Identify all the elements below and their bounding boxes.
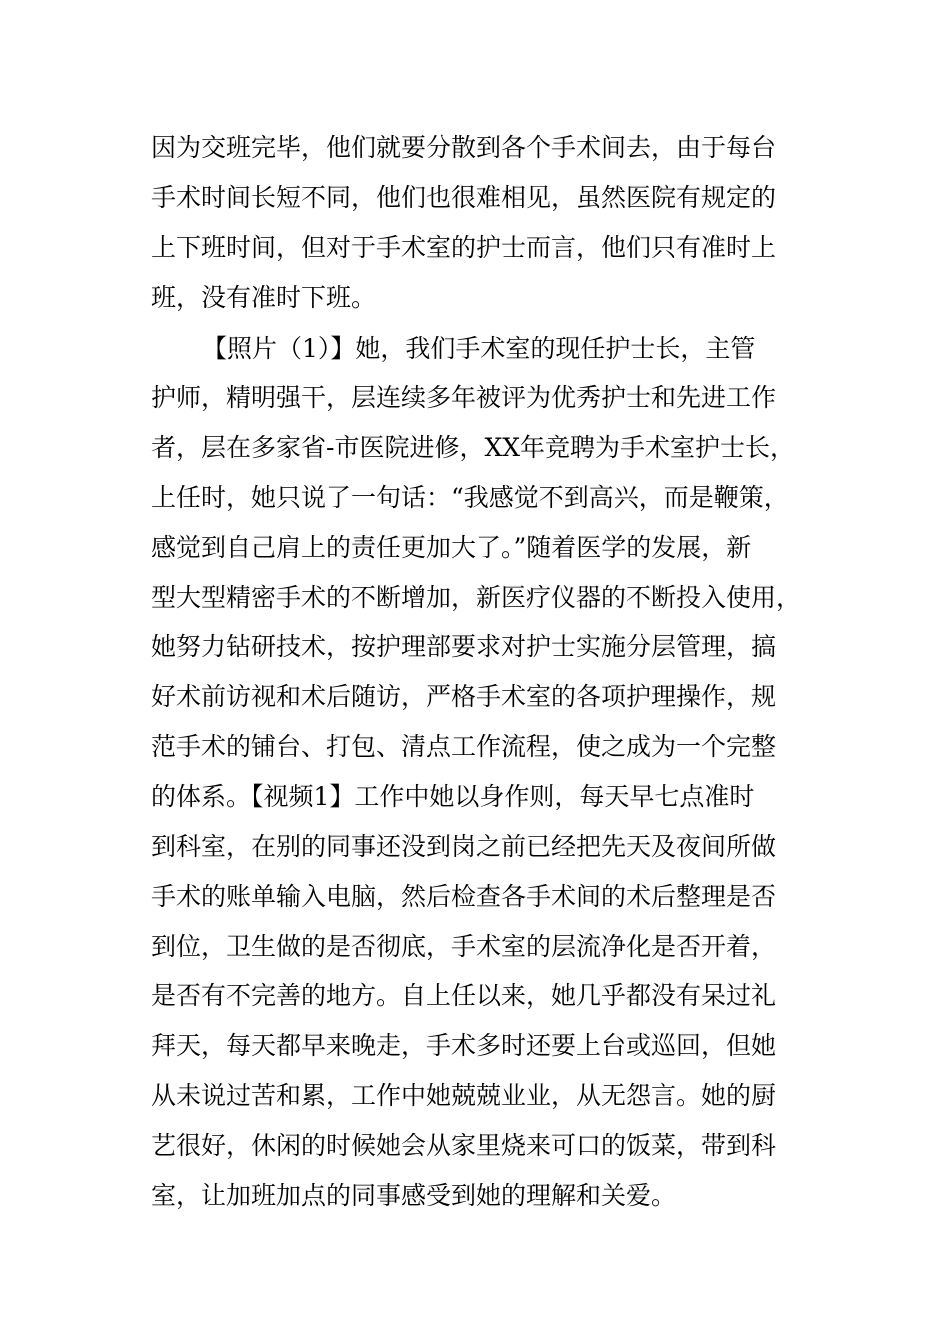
text-line: 从未说过苦和累，工作中她兢兢业业，从无怨言。她的厨 xyxy=(151,1081,777,1110)
text-line: 手术时间长短不同，他们也很难相见，虽然医院有规定的 xyxy=(151,183,777,212)
text-line: 手术的账单输入电脑，然后检查各手术间的术后整理是否 xyxy=(151,882,777,911)
text-line: 范手术的铺台、打包、清点工作流程，使之成为一个完整 xyxy=(151,732,777,761)
text-line: 到位，卫生做的是否彻底，手术室的层流净化是否开着， xyxy=(151,932,777,961)
text-line: 型大型精密手术的不断增加，新医疗仪器的不断投入使用， xyxy=(151,583,802,612)
text-line: 的体系。【视频1】工作中她以身作则，每天早七点准时 xyxy=(151,782,755,811)
text-line: 班，没有准时下班。 xyxy=(151,283,377,312)
text-line: 她努力钻研技术，按护理部要求对护士实施分层管理，搞 xyxy=(151,632,777,661)
text-line: 护师，精明强干，层连续多年被评为优秀护士和先进工作 xyxy=(151,383,777,412)
text-line: 好术前访视和术后随访，严格手术室的各项护理操作，规 xyxy=(151,682,777,711)
text-line: 感觉到自己肩上的责任更加大了。”随着医学的发展，新 xyxy=(151,533,752,562)
text-line: 【照片（1）】她，我们手术室的现任护士长，主管 xyxy=(202,334,756,363)
text-line: 拜天，每天都早来晚走，手术多时还要上台或巡回，但她 xyxy=(151,1031,777,1060)
text-line: 是否有不完善的地方。自上任以来，她几乎都没有呆过礼 xyxy=(151,981,777,1010)
text-line: 室，让加班加点的同事感受到她的理解和关爱。 xyxy=(151,1181,677,1210)
text-line: 艺很好，休闲的时候她会从家里烧来可口的饭菜，带到科 xyxy=(151,1131,777,1160)
text-line: 到科室，在别的同事还没到岗之前已经把先天及夜间所做 xyxy=(151,832,777,861)
text-line: 上下班时间，但对于手术室的护士而言，他们只有准时上 xyxy=(151,233,777,262)
text-line: 者，层在多家省-市医院进修，XX年竞聘为手术室护士长， xyxy=(151,433,796,462)
text-line: 上任时，她只说了一句话：“我感觉不到高兴，而是鞭策， xyxy=(151,483,789,512)
text-line: 因为交班完毕，他们就要分散到各个手术间去，由于每台 xyxy=(151,133,777,162)
